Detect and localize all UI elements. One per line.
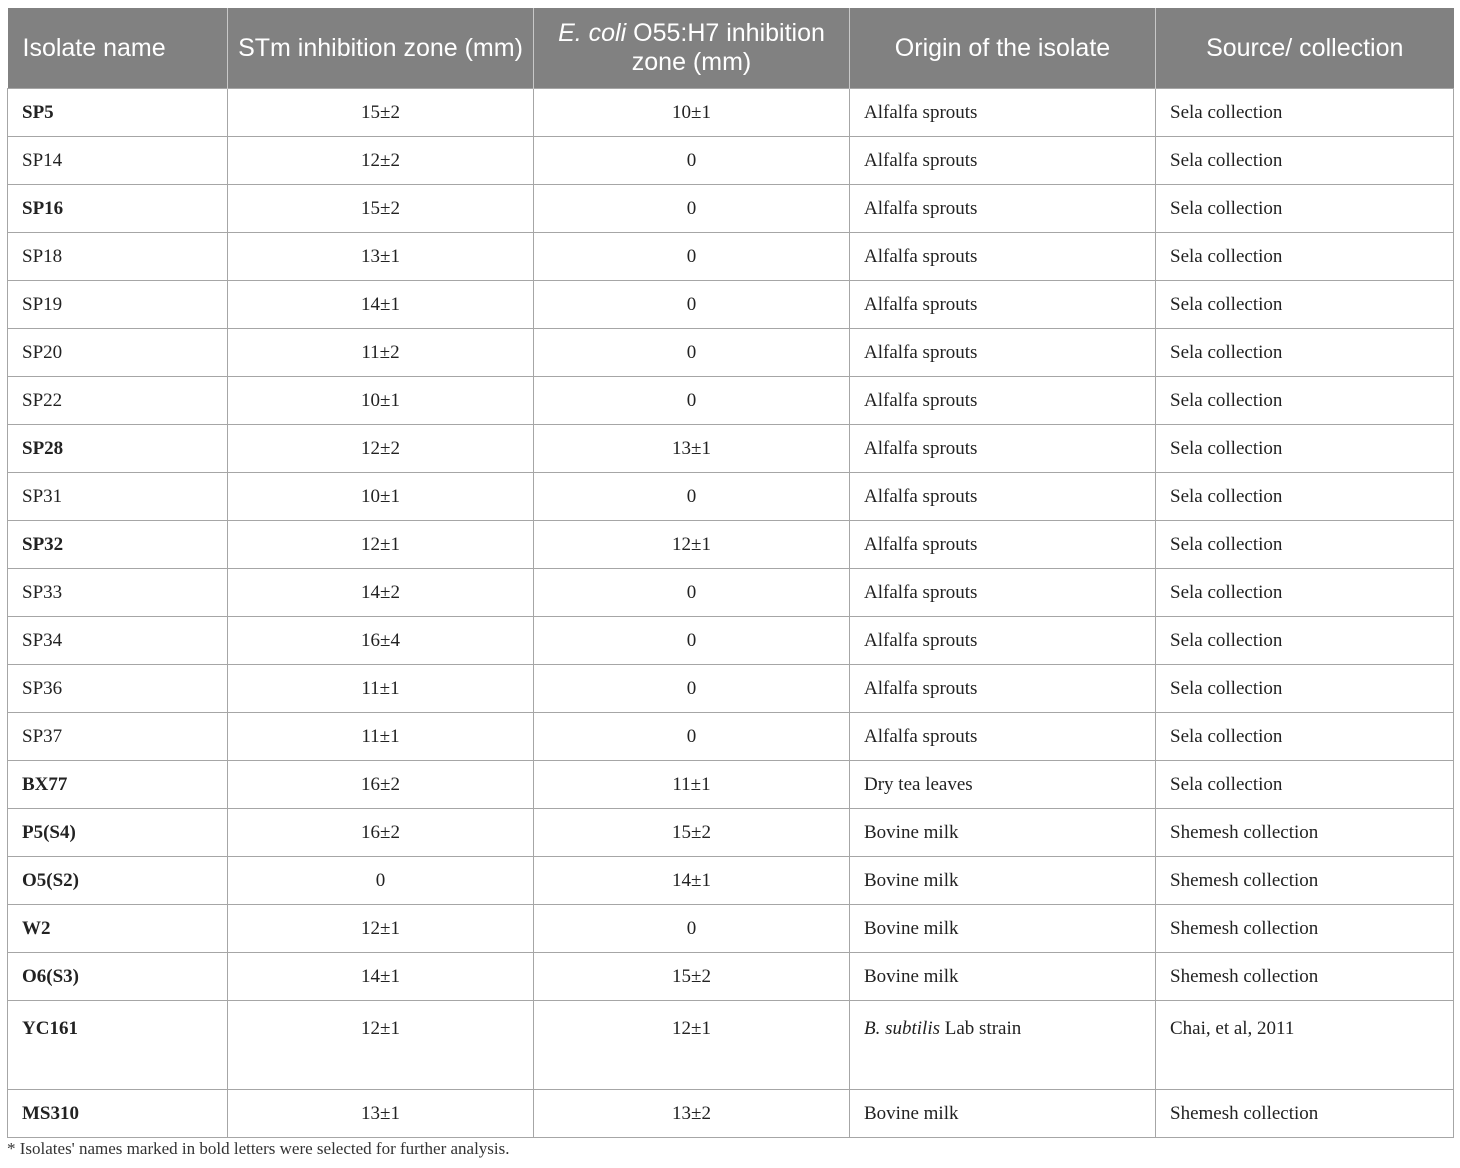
table-container (7, 8, 1453, 1138)
cell-ecoli-zone: 13±1 (534, 425, 850, 473)
cell-ecoli-zone: 0 (534, 137, 850, 185)
cell-isolate-name: SP28 (8, 425, 228, 473)
table-row (8, 521, 1454, 569)
header-isolate-name: Isolate name (8, 8, 228, 89)
table-row (8, 89, 1454, 137)
footnote: * Isolates' names marked in bold letters were selected for further analysis. (7, 1139, 510, 1158)
header-origin: Origin of the isolate (850, 8, 1156, 89)
cell-isolate-name: SP32 (8, 521, 228, 569)
cell-isolate-name: SP14 (8, 137, 228, 185)
cell-source: Sela collection (1156, 329, 1454, 377)
cell-ecoli-zone: 12±1 (534, 1001, 850, 1090)
cell-isolate-name: SP22 (8, 377, 228, 425)
table-row (8, 665, 1454, 713)
cell-ecoli-zone: 0 (534, 617, 850, 665)
cell-isolate-name: SP31 (8, 473, 228, 521)
cell-source: Sela collection (1156, 473, 1454, 521)
cell-origin: Alfalfa sprouts (850, 713, 1156, 761)
cell-source: Sela collection (1156, 425, 1454, 473)
table-row (8, 953, 1454, 1001)
isolates-table (7, 8, 1454, 1138)
cell-ecoli-zone: 11±1 (534, 761, 850, 809)
cell-origin (850, 1001, 1156, 1090)
cell-origin: Alfalfa sprouts (850, 137, 1156, 185)
cell-stm-zone: 10±1 (228, 473, 534, 521)
cell-ecoli-zone: 15±2 (534, 809, 850, 857)
table-row (8, 713, 1454, 761)
cell-ecoli-zone: 15±2 (534, 953, 850, 1001)
cell-origin: Bovine milk (850, 809, 1156, 857)
cell-origin: Alfalfa sprouts (850, 521, 1156, 569)
table-row (8, 233, 1454, 281)
cell-stm-zone: 10±1 (228, 377, 534, 425)
cell-isolate-name: YC161 (8, 1001, 228, 1090)
cell-source: Shemesh collection (1156, 857, 1454, 905)
cell-stm-zone: 16±4 (228, 617, 534, 665)
cell-isolate-name: BX77 (8, 761, 228, 809)
cell-stm-zone: 14±1 (228, 281, 534, 329)
table-row (8, 809, 1454, 857)
cell-ecoli-zone: 0 (534, 473, 850, 521)
cell-source: Sela collection (1156, 713, 1454, 761)
table-row (8, 137, 1454, 185)
cell-isolate-name: SP34 (8, 617, 228, 665)
cell-origin: Dry tea leaves (850, 761, 1156, 809)
table-header (8, 8, 1454, 89)
header-ecoli-rest: O55:H7 inhibition zone (mm) (631, 19, 825, 76)
cell-isolate-name: SP18 (8, 233, 228, 281)
cell-isolate-name: SP20 (8, 329, 228, 377)
cell-source: Sela collection (1156, 569, 1454, 617)
cell-stm-zone: 13±1 (228, 1090, 534, 1138)
cell-isolate-name: SP33 (8, 569, 228, 617)
cell-ecoli-zone: 12±1 (534, 521, 850, 569)
table-row (8, 569, 1454, 617)
cell-stm-zone: 12±1 (228, 1001, 534, 1090)
cell-source: Sela collection (1156, 521, 1454, 569)
cell-origin: Alfalfa sprouts (850, 185, 1156, 233)
cell-stm-zone: 11±1 (228, 713, 534, 761)
table-row (8, 905, 1454, 953)
cell-source: Sela collection (1156, 761, 1454, 809)
cell-origin: Alfalfa sprouts (850, 425, 1156, 473)
cell-stm-zone: 16±2 (228, 809, 534, 857)
header-ecoli-zone (534, 8, 850, 89)
cell-isolate-name: SP5 (8, 89, 228, 137)
cell-stm-zone: 15±2 (228, 185, 534, 233)
cell-origin: Bovine milk (850, 953, 1156, 1001)
cell-ecoli-zone: 0 (534, 281, 850, 329)
cell-source: Sela collection (1156, 233, 1454, 281)
header-stm-zone: STm inhibition zone (mm) (228, 8, 534, 89)
cell-ecoli-zone: 0 (534, 329, 850, 377)
table-row (8, 425, 1454, 473)
cell-origin: Alfalfa sprouts (850, 617, 1156, 665)
cell-isolate-name: SP37 (8, 713, 228, 761)
cell-origin: Bovine milk (850, 857, 1156, 905)
cell-origin-italic: B. subtilis (864, 1018, 941, 1039)
cell-isolate-name: P5(S4) (8, 809, 228, 857)
cell-origin: Alfalfa sprouts (850, 89, 1156, 137)
cell-source: Sela collection (1156, 137, 1454, 185)
cell-origin: Alfalfa sprouts (850, 281, 1156, 329)
cell-stm-zone: 11±2 (228, 329, 534, 377)
cell-source: Sela collection (1156, 89, 1454, 137)
table-row (8, 761, 1454, 809)
cell-stm-zone: 12±1 (228, 521, 534, 569)
cell-stm-zone: 12±2 (228, 425, 534, 473)
cell-source: Sela collection (1156, 281, 1454, 329)
header-ecoli-italic: E. coli (558, 19, 627, 47)
cell-source: Shemesh collection (1156, 1090, 1454, 1138)
cell-isolate-name: SP16 (8, 185, 228, 233)
cell-origin: Alfalfa sprouts (850, 569, 1156, 617)
cell-source: Shemesh collection (1156, 953, 1454, 1001)
cell-stm-zone: 12±1 (228, 905, 534, 953)
table-row (8, 1001, 1454, 1090)
cell-stm-zone: 13±1 (228, 233, 534, 281)
cell-source: Sela collection (1156, 377, 1454, 425)
cell-source: Chai, et al, 2011 (1156, 1001, 1454, 1090)
cell-origin: Alfalfa sprouts (850, 665, 1156, 713)
table-row (8, 857, 1454, 905)
cell-origin: Bovine milk (850, 905, 1156, 953)
cell-isolate-name: O5(S2) (8, 857, 228, 905)
cell-origin-text: Lab strain (944, 1018, 1022, 1039)
cell-ecoli-zone: 14±1 (534, 857, 850, 905)
cell-ecoli-zone: 0 (534, 713, 850, 761)
table-row (8, 377, 1454, 425)
cell-isolate-name: MS310 (8, 1090, 228, 1138)
table-row (8, 473, 1454, 521)
cell-isolate-name: SP36 (8, 665, 228, 713)
cell-stm-zone: 16±2 (228, 761, 534, 809)
cell-source: Shemesh collection (1156, 905, 1454, 953)
table-row (8, 617, 1454, 665)
cell-stm-zone: 12±2 (228, 137, 534, 185)
table-row (8, 281, 1454, 329)
cell-ecoli-zone: 0 (534, 185, 850, 233)
cell-origin: Alfalfa sprouts (850, 473, 1156, 521)
cell-origin: Alfalfa sprouts (850, 377, 1156, 425)
table-row (8, 1090, 1454, 1138)
cell-stm-zone: 0 (228, 857, 534, 905)
table-body (8, 89, 1454, 1138)
cell-ecoli-zone: 10±1 (534, 89, 850, 137)
cell-isolate-name: W2 (8, 905, 228, 953)
cell-source: Sela collection (1156, 185, 1454, 233)
cell-ecoli-zone: 0 (534, 665, 850, 713)
cell-stm-zone: 15±2 (228, 89, 534, 137)
table-row (8, 329, 1454, 377)
cell-origin: Alfalfa sprouts (850, 233, 1156, 281)
cell-stm-zone: 14±1 (228, 953, 534, 1001)
cell-ecoli-zone: 0 (534, 905, 850, 953)
cell-source: Shemesh collection (1156, 809, 1454, 857)
cell-isolate-name: O6(S3) (8, 953, 228, 1001)
cell-source: Sela collection (1156, 617, 1454, 665)
cell-ecoli-zone: 13±2 (534, 1090, 850, 1138)
cell-stm-zone: 11±1 (228, 665, 534, 713)
table-row (8, 185, 1454, 233)
cell-ecoli-zone: 0 (534, 569, 850, 617)
cell-ecoli-zone: 0 (534, 377, 850, 425)
cell-stm-zone: 14±2 (228, 569, 534, 617)
cell-origin: Bovine milk (850, 1090, 1156, 1138)
cell-ecoli-zone: 0 (534, 233, 850, 281)
cell-isolate-name: SP19 (8, 281, 228, 329)
cell-origin: Alfalfa sprouts (850, 329, 1156, 377)
header-source: Source/ collection (1156, 8, 1454, 89)
cell-source: Sela collection (1156, 665, 1454, 713)
